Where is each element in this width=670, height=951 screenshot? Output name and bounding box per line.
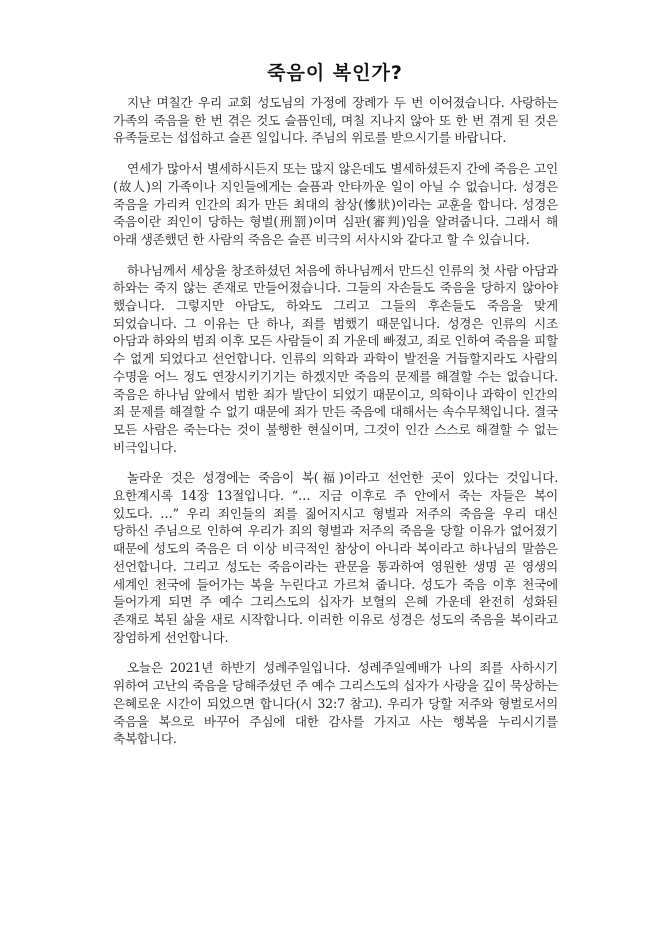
paragraph-1: 지난 며칠간 우리 교회 성도님의 가정에 장례가 두 번 이어졌습니다. 사랑하는 가족의 죽음을 한 번 겪은 것도 슬픔인데, 며칠 지나지 않아 또 한 번 겪게 된 것은 유족들로는 섭섭하고 슬픈 일입니다. 주님의 위로를 받으시기를 바랍니다.: [113, 95, 558, 146]
paragraph-4: 놀라운 것은 성경에는 죽음이 복(福)이라고 선언한 곳이 있다는 것입니다. 요한계시록 14장 13절입니다. “… 지금 이후로 주 안에서 죽는 자들은 복이 있도다. …” 우리 죄인들의 죄를 짊어지시고 형벌과 저주의 죽음을 우리 대신 당하신 주님으로 인하여 우리가 죄의 형벌과 저주의 죽음을 당할 이유가 없어졌기 때문에 성도의 죽음은 더 이상 비극적인 참상이 아니라 복이라고 하나님의 말씀은 선언합니다. 그리고 성도는 죽음이라는 관문을 통과하여 영원한 생명 곧 영생의 세계인 천국에 들어가는 복을 누린다고 가르쳐 줍니다. 성도가 죽음 이후 천국에 들어가게 되면 주 예수 그리스도의 십자가 보혈의 은혜 가운데 완전히 성화된 존재로 복된 삶을 새로 시작합니다. 이러한 이유로 성경은 성도의 죽음을 복이라고 장엄하게 선언합니다.: [113, 470, 558, 645]
page-title: 죽음이 복인가?: [267, 62, 403, 84]
paragraph-5: 오늘은 2021년 하반기 성례주일입니다. 성례주일예배가 나의 죄를 사하시기 위하여 고난의 죽음을 당해주셨던 주 예수 그리스도의 십자가 사랑을 깊이 묵상하는 은혜로운 시간이 되었으면 합니다(시 32:7 참고). 우리가 당할 저주와 형벌로서의 죽음을 복으로 바꾸어 주심에 대한 감사를 가지고 사는 행복을 누리시기를 축복합니다.: [113, 660, 558, 747]
paragraph-3: 하나님께서 세상을 창조하셨던 처음에 하나님께서 만드신 인류의 첫 사람 아담과 하와는 죽지 않는 존재로 만들어졌습니다. 그들의 자손들도 죽음을 당하지 않아야 했습니다. 그렇지만 아담도, 하와도 그리고 그들의 후손들도 죽음을 맞게 되었습니다. 그 이유는 단 하나, 죄를 범했기 때문입니다. 성경은 인류의 시조 아담과 하와의 범죄 이후 모든 사람들이 죄 가운데 빠졌고, 죄로 인하여 죽음을 피할 수 없게 되었다고 선언합니다. 인류의 의학과 과학이 발전을 거듭할지라도 사람의 수명을 어느 정도 연장시키기기는 하겠지만 죽음의 문제를 해결할 수는 없습니다. 죽음은 하나님 앞에서 범한 죄가 발단이 되었기 때문이고, 의학이나 과학이 인간의 죄 문제를 해결할 수 없기 때문에 죄가 만든 죽음에 대해서는 속수무책입니다. 결국 모든 사람은 죽는다는 것이 불행한 현실이며, 그것이 인간 스스로 해결할 수 없는 비극입니다.: [113, 262, 558, 455]
article-body: [113, 94, 558, 761]
paragraph-2: 연세가 많아서 별세하시든지 또는 많지 않은데도 별세하셨든지 간에 죽음은 고인(故人)의 가족이나 지인들에게는 슬픔과 안타까운 일이 아닐 수 없습니다. 성경은 죽음을 가리켜 인간의 죄가 만든 최대의 참상(慘狀)이라는 교훈을 합니다. 성경은 죽음이란 죄인이 당하는 형벌(刑罰)이며 심판(審判)임을 알려줍니다. 그래서 해 아래 생존했던 한 사람의 죽음은 슬픈 비극의 서사시와 같다고 할 수 있습니다.: [113, 161, 558, 247]
